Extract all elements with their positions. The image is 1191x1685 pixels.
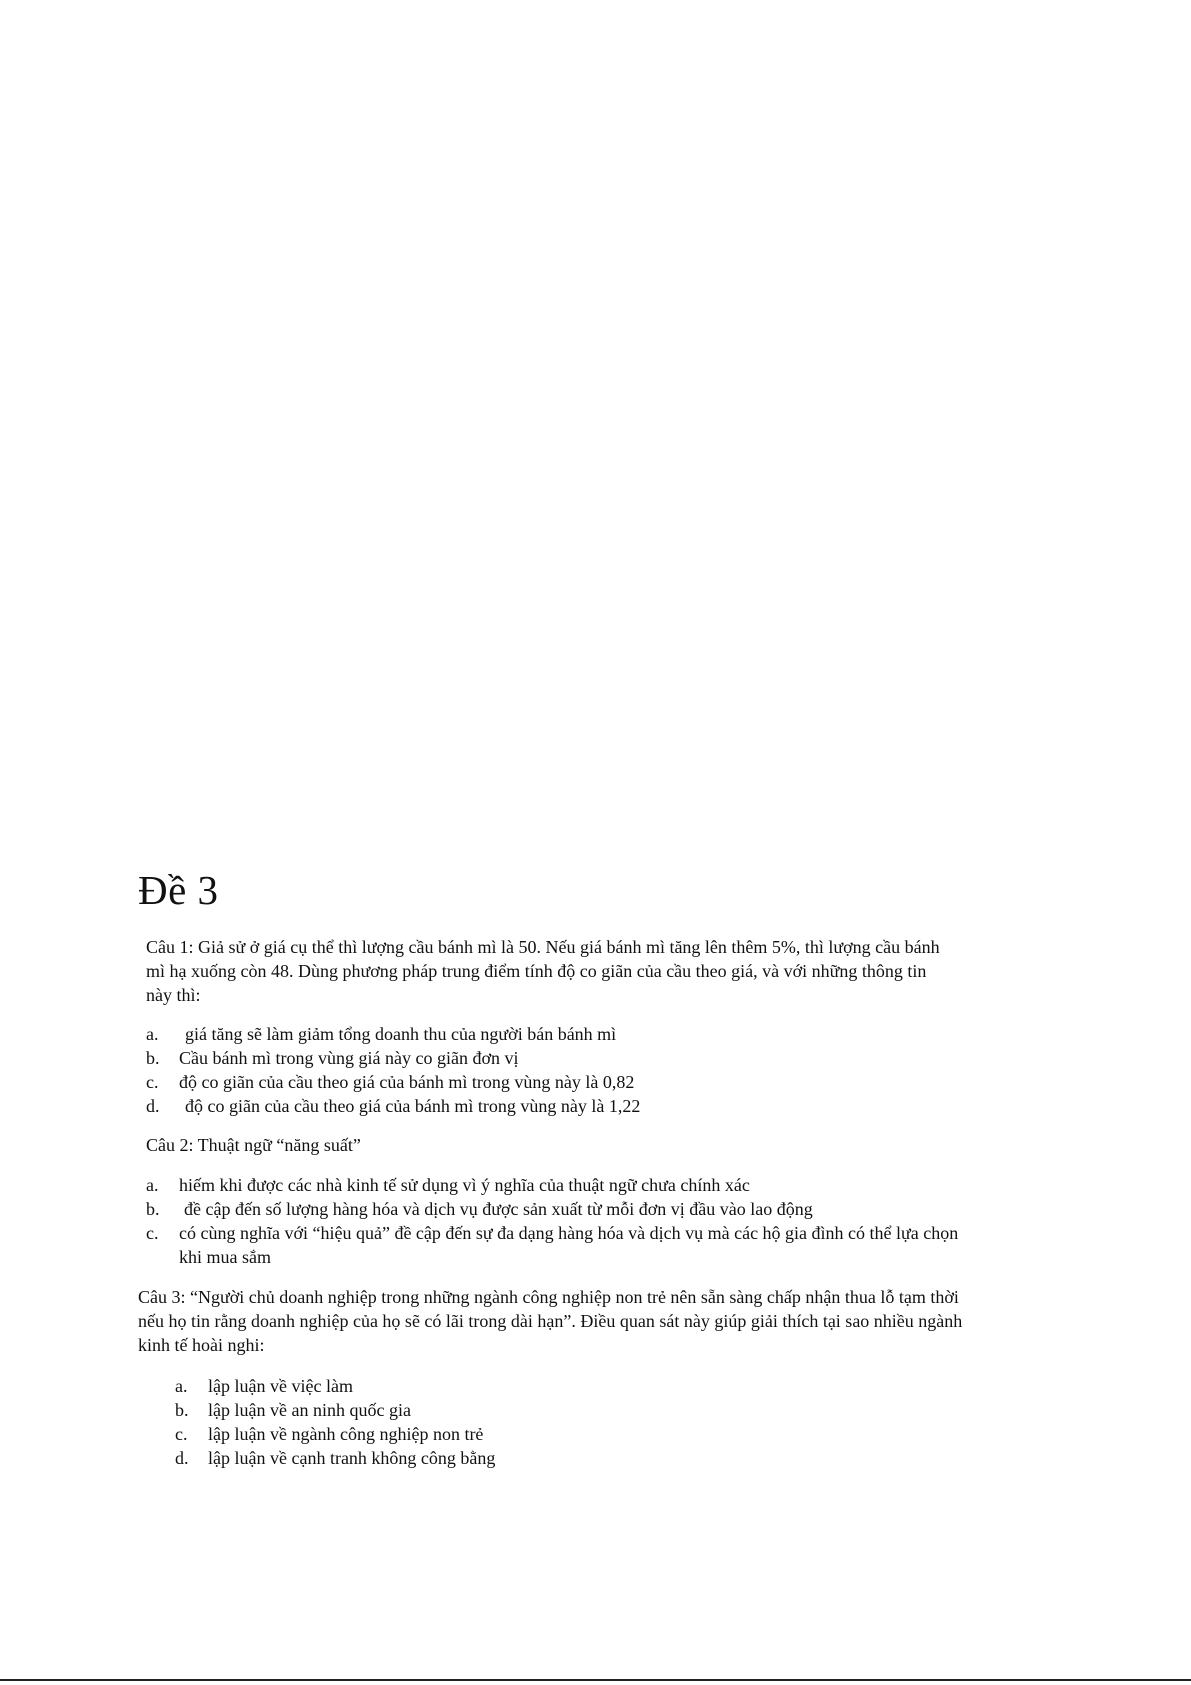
question-2-option-b [146, 1197, 966, 1221]
option-text: độ co giãn của cầu theo giá của bánh mì trong vùng này là 0,82 [179, 1072, 635, 1092]
option-text: lập luận về việc làm [208, 1376, 353, 1396]
option-letter: b. [146, 1199, 160, 1219]
option-text: lập luận về ngành công nghiệp non trẻ [208, 1424, 484, 1444]
option-letter: c. [146, 1223, 159, 1243]
question-2-option-c [146, 1221, 966, 1269]
question-2-options [146, 1173, 966, 1269]
question-2-option-a [146, 1173, 966, 1197]
question-1-options [146, 1022, 946, 1118]
question-3 [138, 1285, 968, 1357]
question-3-option-d [175, 1446, 775, 1470]
question-3-option-b [175, 1398, 775, 1422]
option-letter: b. [146, 1048, 160, 1068]
option-letter: a. [175, 1376, 188, 1396]
option-letter: c. [175, 1424, 188, 1444]
option-letter: d. [175, 1448, 189, 1468]
question-3-options [175, 1374, 775, 1470]
option-letter: c. [146, 1072, 159, 1092]
option-text: lập luận về an ninh quốc gia [208, 1400, 411, 1420]
page-bottom-rule [0, 1679, 1191, 1681]
question-1-option-b [146, 1046, 946, 1070]
option-letter: a. [146, 1175, 159, 1195]
question-1-text: Câu 1: Giả sử ở giá cụ thể thì lượng cầu bánh mì là 50. Nếu giá bánh mì tăng lên thêm 5%, thì lượng cầu bánh mì hạ xuống còn 48. Dùng phương pháp trung điểm tính độ co giãn của cầu theo giá, và với những thông tin này thì: [146, 937, 940, 1005]
question-1-option-a [146, 1022, 946, 1046]
option-letter: a. [146, 1024, 159, 1044]
option-letter: b. [175, 1400, 189, 1420]
option-text: giá tăng sẽ làm giảm tổng doanh thu của người bán bánh mì [185, 1024, 617, 1044]
question-1-option-d [146, 1094, 946, 1118]
option-text: có cùng nghĩa với “hiệu quả” đề cập đến sự đa dạng hàng hóa và dịch vụ mà các hộ gia đình có thể lựa chọn khi mua sắm [179, 1223, 959, 1267]
option-text: lập luận về cạnh tranh không công bằng [208, 1448, 496, 1468]
question-3-option-a [175, 1374, 775, 1398]
page-title: Đề 3 [138, 867, 219, 913]
option-letter: d. [146, 1096, 160, 1116]
option-text: Cầu bánh mì trong vùng giá này co giãn đơn vị [179, 1048, 519, 1068]
option-text: hiếm khi được các nhà kinh tế sử dụng vì ý nghĩa của thuật ngữ chưa chính xác [179, 1175, 750, 1195]
question-2 [146, 1133, 946, 1157]
option-text: độ co giãn của cầu theo giá của bánh mì trong vùng này là 1,22 [185, 1096, 641, 1116]
question-2-text: Câu 2: Thuật ngữ “năng suất” [146, 1135, 361, 1155]
question-3-option-c [175, 1422, 775, 1446]
question-1 [146, 935, 946, 1007]
option-text: đề cập đến số lượng hàng hóa và dịch vụ được sản xuất từ mỗi đơn vị đầu vào lao động [184, 1199, 813, 1219]
question-3-text: Câu 3: “Người chủ doanh nghiệp trong những ngành công nghiệp non trẻ nên sẵn sàng chấp nhận thua lỗ tạm thời nếu họ tin rằng doanh nghiệp của họ sẽ có lãi trong dài hạn”. Điều quan sát này giúp giải thích tại sao nhiều ngành kinh tế hoài nghi: [138, 1287, 963, 1355]
question-1-option-c [146, 1070, 946, 1094]
